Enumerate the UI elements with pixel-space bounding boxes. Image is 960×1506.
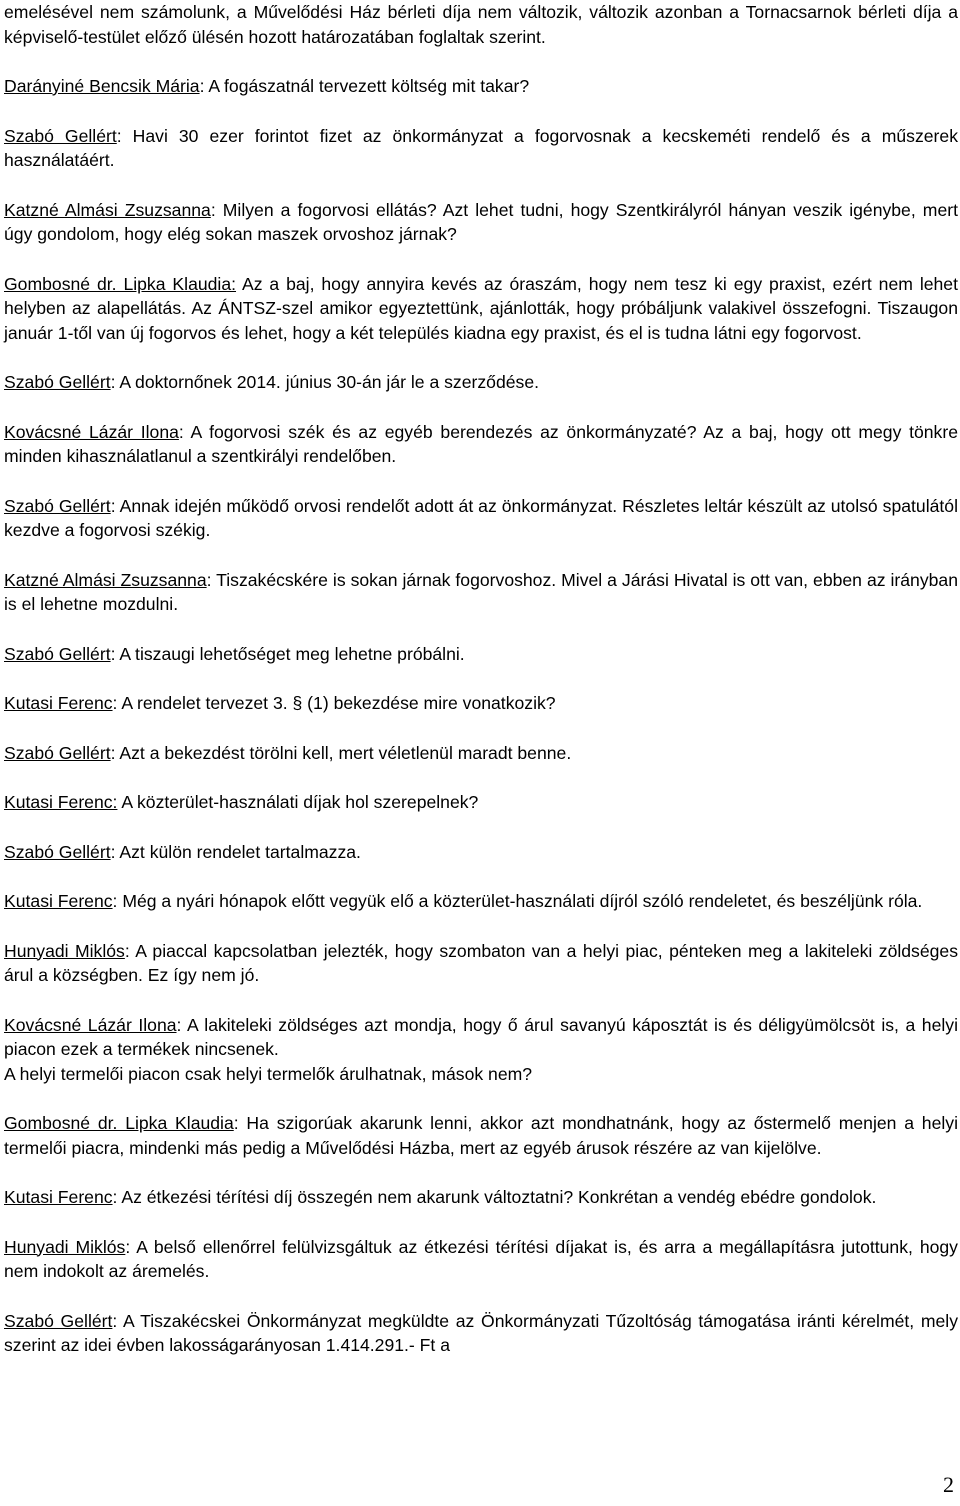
paragraph bbox=[4, 889, 958, 914]
paragraph-text: emelésével nem számolunk, a Művelődési Ház bérleti díja nem változik, változik azonban a Tornacsarnok bérleti díja a képviselő-testület előző ülésén hozott határozatában foglaltak szerint. bbox=[4, 2, 958, 47]
speaker-name: Szabó Gellért bbox=[4, 1310, 113, 1331]
paragraph bbox=[4, 691, 958, 716]
paragraph-text: : Havi 30 ezer forintot fizet az önkormányzat a fogorvosnak a kecskeméti rendelő és a műszerek használatáért. bbox=[4, 125, 958, 170]
paragraph bbox=[4, 568, 958, 617]
speaker-name: Kutasi Ferenc: bbox=[4, 792, 118, 812]
paragraph bbox=[4, 1235, 958, 1284]
paragraph-text: Az a baj, hogy annyira kevés az óraszám, hogy nem tesz ki egy praxist, ezért nem lehet helyben az alapellátás. Az ÁNTSZ-szel amikor egyeztettünk, ajánlották, hogy próbáljunk valakivel összefogni. Tiszaugon január 1-től van új fogorvos és lehet, hogy a két település kiadna egy praxist, és el is tudna látni egy fogorvost. bbox=[4, 273, 958, 343]
paragraph bbox=[4, 494, 958, 543]
speaker-name: Kutasi Ferenc bbox=[4, 1187, 113, 1207]
paragraph bbox=[4, 1185, 958, 1210]
paragraph-text: : A Tiszakécskei Önkormányzat megküldte az Önkormányzati Tűzoltóság támogatása iránti kérelmét, mely szerint az idei évben lakosságarányosan 1.414.291.- Ft a bbox=[4, 1310, 959, 1355]
paragraph bbox=[4, 790, 958, 815]
speaker-name: Szabó Gellért bbox=[4, 495, 111, 516]
paragraph bbox=[4, 198, 958, 247]
paragraph-text: : Az étkezési térítési díj összegén nem akarunk változtatni? Konkrétan a vendég ebédre gondolok. bbox=[112, 1187, 877, 1207]
paragraph bbox=[4, 370, 958, 395]
speaker-name: Kutasi Ferenc bbox=[4, 891, 113, 911]
paragraph bbox=[4, 741, 958, 766]
speaker-name: Gombosné dr. Lipka Klaudia: bbox=[4, 273, 237, 294]
paragraph bbox=[4, 124, 958, 173]
paragraph bbox=[4, 939, 958, 988]
paragraph-text: : Tiszakécskére is sokan járnak fogorvoshoz. Mivel a Járási Hivatal is ott van, ebben az irányban is el lehetne mozdulni. bbox=[4, 569, 958, 614]
paragraph bbox=[4, 642, 958, 667]
paragraph bbox=[4, 0, 958, 49]
speaker-name: Gombosné dr. Lipka Klaudia bbox=[4, 1113, 234, 1133]
paragraph-text: : A rendelet tervezet 3. § (1) bekezdése mire vonatkozik? bbox=[112, 693, 556, 713]
speaker-name: Szabó Gellért bbox=[4, 643, 111, 664]
paragraph-text: : Annak idején működő orvosi rendelőt adott át az önkormányzat. Részletes leltár készült az utolsó spatulától kezdve a fogorvosi székig. bbox=[4, 495, 958, 540]
paragraph bbox=[4, 272, 958, 346]
paragraph-text: : A fogászatnál tervezett költség mit takar? bbox=[199, 76, 530, 96]
paragraph bbox=[4, 74, 958, 99]
paragraph-text: A helyi termelői piacon csak helyi termelők árulhatnak, mások nem? bbox=[4, 1063, 533, 1084]
paragraph-text: : A doktornőnek 2014. június 30-án jár le a szerződése. bbox=[110, 372, 539, 392]
page-number: 2 bbox=[943, 1472, 954, 1497]
paragraph-text: : A tiszaugi lehetőséget meg lehetne próbálni. bbox=[110, 643, 465, 664]
speaker-name: Szabó Gellért bbox=[4, 125, 117, 146]
paragraph bbox=[4, 840, 958, 865]
paragraph-text: : Ha szigorúak akarunk lenni, akkor azt mondhatnánk, hogy az őstermelő menjen a helyi termelői piacra, mindenki más pedig a Művelődési Házba, mert az egyéb árusok részére az van kijelölve. bbox=[4, 1113, 958, 1158]
speaker-name: Katzné Almási Zsuzsanna bbox=[4, 569, 207, 590]
paragraph-text: : Azt külön rendelet tartalmazza. bbox=[110, 841, 361, 862]
paragraph-text: A közterület-használati díjak hol szerepelnek? bbox=[117, 792, 479, 812]
speaker-name: Szabó Gellért bbox=[4, 841, 111, 862]
paragraph bbox=[4, 1309, 958, 1358]
paragraph-text: : Milyen a fogorvosi ellátás? Azt lehet tudni, hogy Szentkirályról hányan veszik igénybe, mert úgy gondolom, hogy elég sokan maszek orvoshoz járnak? bbox=[4, 199, 958, 244]
paragraph-text: : Azt a bekezdést törölni kell, mert véletlenül maradt benne. bbox=[110, 742, 572, 763]
paragraph-text: : A fogorvosi szék és az egyéb berendezés az önkormányzaté? Az a baj, hogy ott megy tönkre minden kihasználatlanul a szentkirályi rendelőben. bbox=[4, 421, 959, 466]
paragraph bbox=[4, 1062, 958, 1087]
speaker-name: Szabó Gellért bbox=[4, 372, 111, 392]
speaker-name: Darányiné Bencsik Mária bbox=[4, 76, 200, 96]
speaker-name: Kovácsné Lázár Ilona bbox=[4, 1014, 177, 1035]
paragraph bbox=[4, 1013, 958, 1062]
document-page bbox=[4, 0, 958, 1383]
speaker-name: Kovácsné Lázár Ilona bbox=[4, 421, 179, 442]
speaker-name: Szabó Gellért bbox=[4, 742, 111, 763]
paragraph-text: : A piaccal kapcsolatban jelezték, hogy szombaton van a helyi piac, pénteken meg a lakiteleki zöldséges árul a községben. Ez így nem jó. bbox=[4, 940, 958, 985]
speaker-name: Hunyadi Miklós bbox=[4, 1236, 126, 1257]
speaker-name: Katzné Almási Zsuzsanna bbox=[4, 199, 211, 220]
paragraph-text: : A lakiteleki zöldséges azt mondja, hogy ő árul savanyú káposztát is és déligyümölcsöt is, a helyi piacon ezek a termékek nincsenek. bbox=[4, 1014, 958, 1059]
paragraph bbox=[4, 420, 958, 469]
speaker-name: Kutasi Ferenc bbox=[4, 693, 113, 713]
paragraph-text: : Még a nyári hónapok előtt vegyük elő a közterület-használati díjról szóló rendeletet, és beszéljünk róla. bbox=[112, 891, 923, 911]
speaker-name: Hunyadi Miklós bbox=[4, 940, 125, 961]
paragraph-text: : A belső ellenőrrel felülvizsgáltuk az étkezési térítési díjakat is, és arra a megállapításra jutottunk, hogy nem indokolt az áremelés. bbox=[4, 1236, 958, 1281]
paragraph bbox=[4, 1111, 958, 1160]
